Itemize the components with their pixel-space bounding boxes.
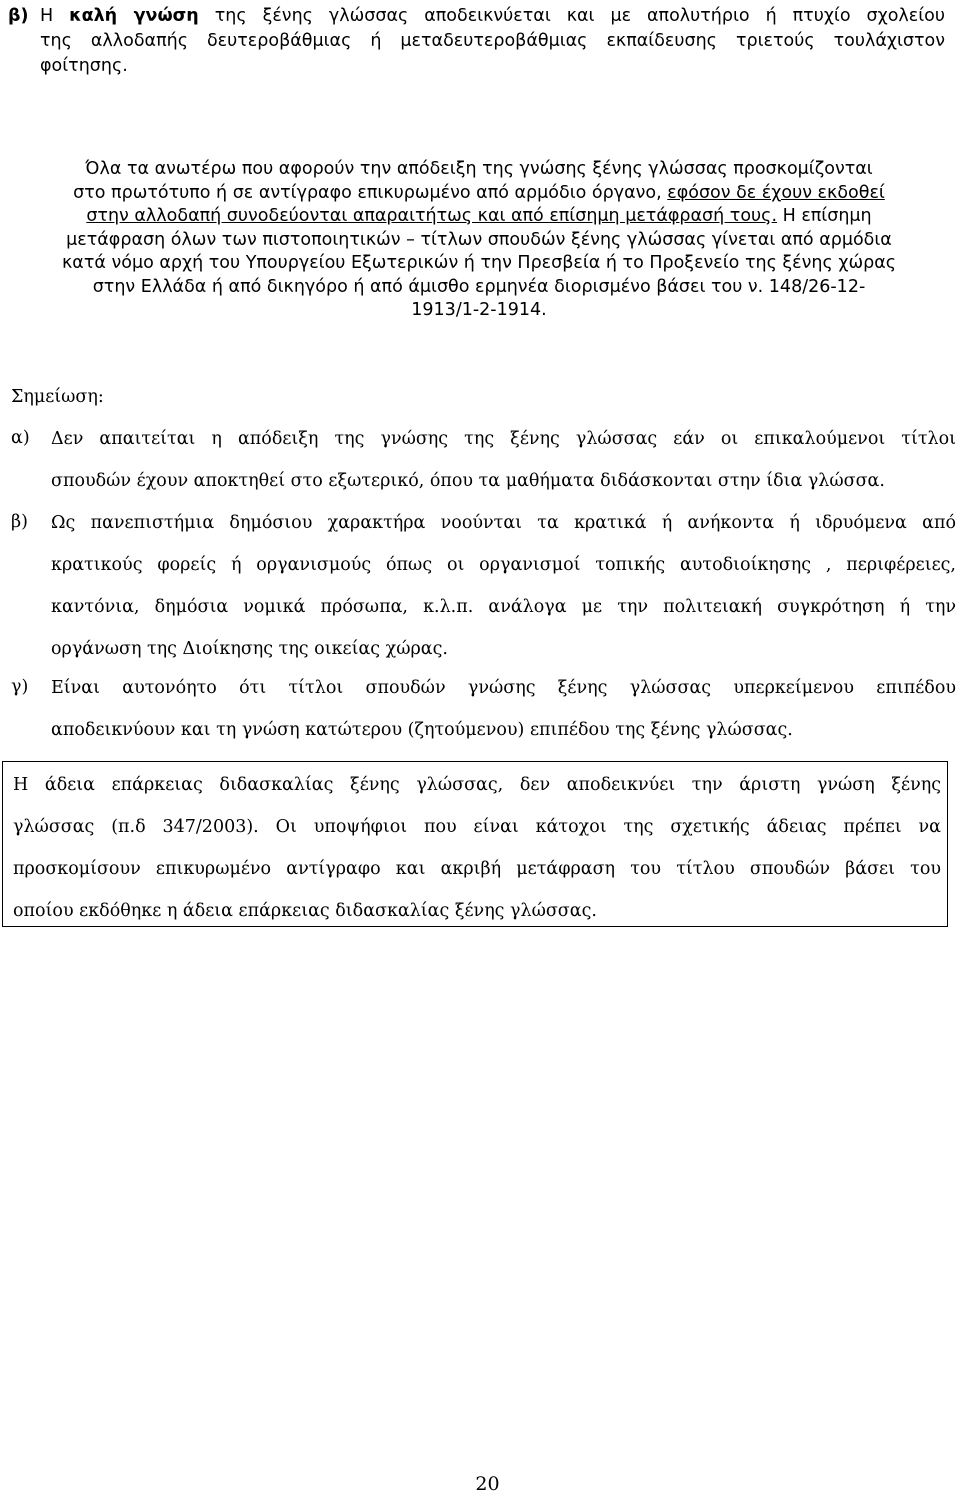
paragraph-line: Όλα τα ανωτέρω που αφορούν την απόδειξη της γνώσης ξένης γλώσσας προσκομίζονται xyxy=(85,159,873,179)
boxed-paragraph xyxy=(2,761,948,927)
paragraph-line: φοίτησης. xyxy=(40,56,128,76)
boxed-line: προσκομίσουν επικυρωμένο αντίγραφο και ακριβή μετάφραση του τίτλου σπουδών βάσει του xyxy=(13,859,941,879)
underlined-text: στην αλλοδαπή συνοδεύονται απαραιτήτως και από επίσημη μετάφρασή τους. xyxy=(86,206,778,226)
item-line: Ως πανεπιστήμια δημόσιου χαρακτήρα νοούνται τα κρατικά ή ανήκοντα ή ιδρυόμενα από xyxy=(51,513,956,533)
item-line: οργάνωση της Διοίκησης της οικείας χώρας. xyxy=(51,639,448,659)
boxed-text xyxy=(13,764,941,932)
item-marker: γ) xyxy=(11,677,29,697)
boxed-line: Η άδεια επάρκειας διδασκαλίας ξένης γλώσσας, δεν αποδεικνύει την άριστη γνώση ξένης xyxy=(13,775,941,795)
item-body xyxy=(51,418,956,502)
bold-phrase: καλή γνώση xyxy=(69,6,199,26)
boxed-line: οποίου εκδόθηκε η άδεια επάρκειας διδασκαλίας ξένης γλώσσας. xyxy=(13,901,597,921)
item-marker: α) xyxy=(11,428,30,448)
item-line: καντόνια, δημόσια νομικά πρόσωπα, κ.λ.π. ανάλογα με την πολιτειακή συγκρότηση ή την xyxy=(51,597,956,617)
boxed-line: γλώσσας (π.δ 347/2003). Οι υποψήφιοι που είναι κάτοχοι της σχετικής άδειας πρέπει να xyxy=(13,817,941,837)
item-line: αποδεικνύουν και τη γνώση κατώτερου (ζητούμενου) επιπέδου της ξένης γλώσσας. xyxy=(51,720,793,740)
paragraph-line: στην αλλοδαπή συνοδεύονται απαραιτήτως και από επίσημη μετάφρασή τους. Η επίσημη xyxy=(86,206,872,226)
item-line: Είναι αυτονόητο ότι τίτλοι σπουδών γνώσης ξένης γλώσσας υπερκείμενου επιπέδου xyxy=(51,678,956,698)
item-line: σπουδών έχουν αποκτηθεί στο εξωτερικό, όπου τα μαθήματα διδάσκονται στην ίδια γλώσσα. xyxy=(51,471,885,491)
page-number: 20 xyxy=(475,1473,500,1495)
paragraph-label: β) xyxy=(8,6,29,26)
item-line: κρατικούς φορείς ή οργανισμούς όπως οι οργανισμοί τοπικής αυτοδιοίκησης , περιφέρειες, xyxy=(51,555,956,575)
item-marker: β) xyxy=(11,512,28,532)
paragraph-line: της αλλοδαπής δευτεροβάθμιας ή μεταδευτεροβάθμιας εκπαίδευσης τριετούς τουλάχιστον xyxy=(40,31,945,51)
paragraph-proof-documents xyxy=(14,158,944,323)
paragraph-line: Η καλή γνώση της ξένης γλώσσας αποδεικνύεται και με απολυτήριο ή πτυχίο σχολείου xyxy=(40,6,945,26)
paragraph-b-language-knowledge xyxy=(8,4,945,79)
item-body xyxy=(51,667,956,751)
paragraph-line: μετάφραση όλων των πιστοποιητικών – τίτλων σπουδών ξένης γλώσσας γίνεται από αρμόδια xyxy=(66,229,892,250)
underlined-text: εφόσον δε έχουν εκδοθεί xyxy=(667,182,885,203)
item-line: Δεν απαιτείται η απόδειξη της γνώσης της ξένης γλώσσας εάν οι επικαλούμενοι τίτλοι xyxy=(51,429,956,449)
note-title: Σημείωση: xyxy=(11,387,104,407)
paragraph-line: 1913/1-2-1914. xyxy=(411,300,547,320)
paragraph-line: στην Ελλάδα ή από δικηγόρο ή από άμισθο ερμηνέα διορισμένο βάσει του ν. 148/26-12- xyxy=(92,276,866,297)
item-body xyxy=(51,502,956,670)
paragraph-line: στο πρωτότυπο ή σε αντίγραφο επικυρωμένο από αρμόδιο όργανο, εφόσον δε έχουν εκδοθεί xyxy=(73,182,885,203)
paragraph-line: κατά νόμο αρχή του Υπουργείου Εξωτερικών ή την Πρεσβεία ή το Προξενείο της ξένης χώρας xyxy=(61,253,897,273)
